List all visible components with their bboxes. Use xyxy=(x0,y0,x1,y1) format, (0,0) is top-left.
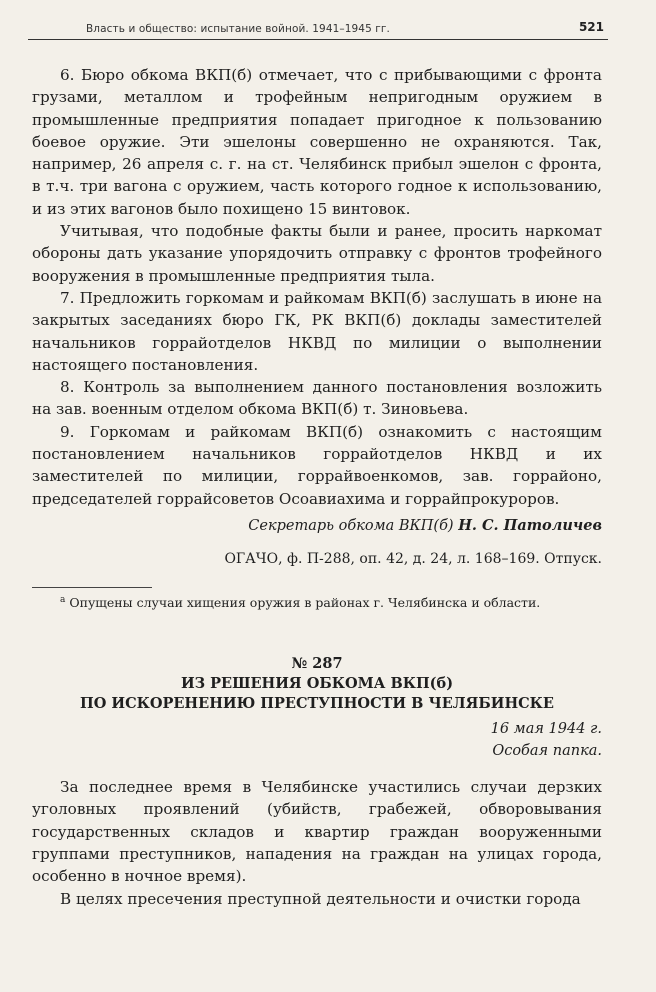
footnote xyxy=(32,592,602,611)
paragraph-6: 6. Бюро обкома ВКП(б) отмечает, что с прибывающими с фронта грузами, металлом и трофейным непригодным оружием в промышленные предприятия попадает пригодное к пользованию боевое оружие. Эти эшелоны совершенно не охраняются. Так, например, 26 апреля с. г. на ст. Челябинск прибыл эшелон с фронта, в т.ч. три вагона с оружием, часть которого годное к использованию, и из этих вагонов было похищено 15 винтовок. xyxy=(32,66,602,218)
signature-position: Секретарь обкома ВКП(б) xyxy=(248,517,454,534)
page-content xyxy=(32,64,602,910)
body-paragraph-2: В целях пресечения преступной деятельности и очистки города xyxy=(60,889,581,908)
document-title-line2: ПО ИСКОРЕНЕНИЮ ПРЕСТУПНОСТИ В ЧЕЛЯБИНСКЕ xyxy=(80,695,554,713)
body-paragraph-1: За последнее время в Челябинске участились случаи дерзких уголовных проявлений (убийств, грабежей, обворовывания государственных складов и квартир граждан вооруженными группами преступников, нападения на граждан на улицах города, особенно в ночное время). xyxy=(32,778,602,886)
paragraph-6-continued: Учитывая, что подобные факты были и ранее, просить наркомат обороны дать указание упорядочить отправку с фронтов трофейного вооружения в промышленные предприятия тыла. xyxy=(32,222,602,285)
document-date: 16 мая 1944 г. xyxy=(490,721,602,738)
footnote-text: Опущены случаи хищения оружия в районах г. Челябинска и области. xyxy=(69,595,541,611)
document-number: № 287 xyxy=(291,655,343,673)
page-number: 521 xyxy=(578,20,604,34)
running-title: Власть и общество: испытание войной. 1941–1945 гг. xyxy=(86,23,390,35)
signature-name: Н. С. Патоличев xyxy=(458,516,602,534)
header-rule xyxy=(28,39,608,40)
archive-reference: ОГАЧО, ф. П-288, оп. 42, д. 24, л. 168–169. Отпуск. xyxy=(224,550,602,567)
document-classification: Особая папка. xyxy=(492,743,602,760)
page-header xyxy=(28,20,608,42)
signature xyxy=(32,515,602,537)
document-title-line1: ИЗ РЕШЕНИЯ ОБКОМА ВКП(б) xyxy=(180,675,454,693)
paragraph-9: 9. Горкомам и райкомам ВКП(б) ознакомить с настоящим постановлением начальников горрайотделов НКВД и их заместителей по милиции, горрайвоенкомов, зав. горрайоно, председателей горрайсоветов Осоавиахима и горрайпрокуроров. xyxy=(32,422,602,508)
paragraph-8: 8. Контроль за выполнением данного постановления возложить на зав. военным отделом обкома ВКП(б) т. Зиновьева. xyxy=(32,378,602,419)
footnote-marker: a xyxy=(60,594,66,605)
document-body xyxy=(32,776,602,910)
footnote-rule xyxy=(32,587,152,588)
paragraph-7: 7. Предложить горкомам и райкомам ВКП(б) заслушать в июне на закрытых заседаниях бюро ГК, РК ВКП(б) доклады заместителей начальников горрайотделов НКВД по милиции о выполнении настоящего постановления. xyxy=(32,288,602,374)
